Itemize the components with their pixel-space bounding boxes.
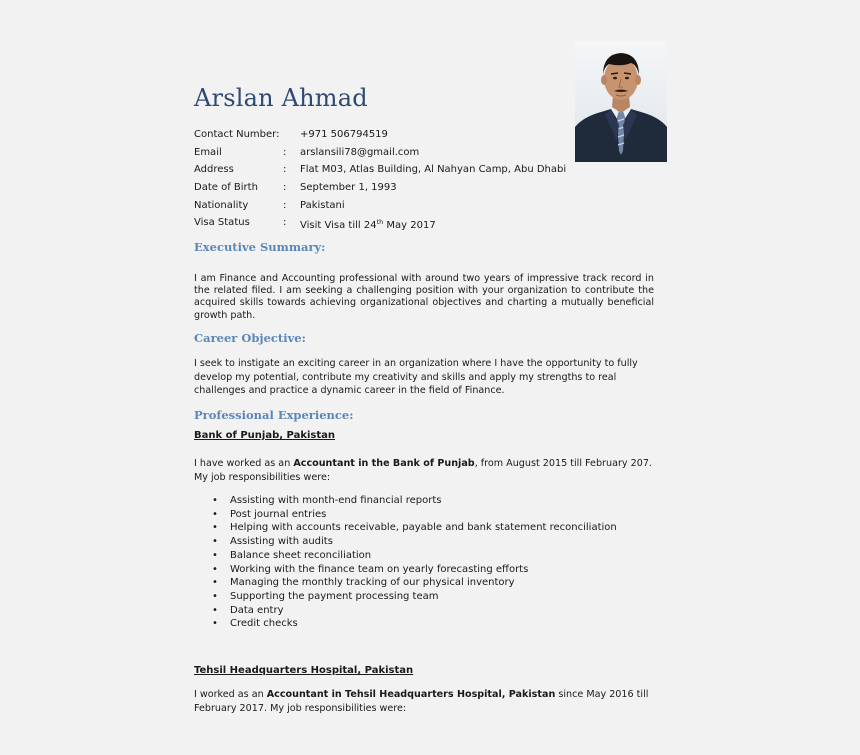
phone-value: +971 506794519 — [300, 129, 388, 140]
visa-value — [300, 214, 436, 235]
address-label: Address — [194, 164, 234, 176]
list-item: • Balance sheet reconciliation — [209, 549, 617, 563]
email-label: Email — [194, 146, 222, 158]
profile-photo-image — [575, 41, 667, 162]
professional-experience-heading: Professional Experience: — [194, 408, 354, 422]
executive-summary-heading: Executive Summary: — [194, 240, 326, 254]
dob-label: Date of Birth — [194, 182, 258, 194]
visa-value-prefix: Visit Visa till 24 — [300, 220, 377, 232]
nationality-label: Nationality — [194, 199, 249, 211]
profile-photo — [575, 41, 667, 162]
job-2-title: Accountant in Tehsil Headquarters Hospital, Pakistan — [266, 689, 556, 700]
nationality-value: Pakistani — [300, 199, 345, 211]
list-item: • Supporting the payment processing team — [209, 590, 617, 604]
visa-value-sup: th — [376, 218, 384, 227]
list-item: • Managing the monthly tracking of our physical inventory — [209, 576, 617, 590]
list-item: • Assisting with audits — [209, 535, 617, 549]
career-objective-text: I seek to instigate an exciting career in an organization where I have the opportunity to fully develop my potential, contribute my creativity and skills and apply my strengths to real challenges and practice a dynamic career in the field of Finance. — [194, 358, 638, 397]
list-item: • Credit checks — [209, 617, 617, 631]
employer-1: Bank of Punjab, Pakistan — [194, 430, 335, 441]
visa-value-suffix: May 2017 — [383, 220, 436, 232]
job-2-intro-part: since May 2016 till February 2017. My job responsibilities were: — [194, 689, 649, 714]
list-item: • Assisting with month-end financial reports — [209, 494, 617, 508]
separator: : — [283, 182, 287, 194]
job-2-intro-part: I worked as an — [194, 689, 267, 700]
job-1-duties — [209, 494, 617, 631]
contact-label: Contact Number: — [194, 129, 280, 140]
address-value: Flat M03, Atlas Building, Al Nahyan Camp, Abu Dhabi — [300, 164, 567, 176]
job-2-intro — [194, 688, 654, 715]
career-objective-heading: Career Objective: — [194, 331, 306, 345]
list-item: • Post journal entries — [209, 508, 617, 522]
email-value: arslansili78@gmail.com — [300, 146, 420, 158]
separator: : — [283, 199, 287, 211]
list-item: • Data entry — [209, 604, 617, 618]
separator: : — [283, 164, 287, 176]
list-item: • Working with the finance team on yearly forecasting efforts — [209, 563, 617, 577]
job-1-intro — [194, 457, 654, 484]
list-item: • Helping with accounts receivable, payable and bank statement reconciliation — [209, 521, 617, 535]
job-1-intro-part: I have worked as an — [194, 458, 294, 469]
job-1-intro-part: , from August 2015 till February 207. My job responsibilities were: — [194, 458, 652, 483]
separator: : — [283, 217, 287, 229]
executive-summary-text: I am Finance and Accounting professional with around two years of impressive track record in the related filed. I am seeking a challenging position with your organization to contribute the acquired skills towards achieving organizational objectives and charting a mutually beneficial growth path. — [194, 273, 654, 321]
employer-2: Tehsil Headquarters Hospital, Pakistan — [194, 665, 414, 676]
separator: : — [283, 146, 287, 158]
job-1-title: Accountant in the Bank of Punjab — [293, 458, 475, 469]
candidate-name: Arslan Ahmad — [194, 84, 368, 112]
dob-value: September 1, 1993 — [300, 182, 397, 194]
visa-label: Visa Status — [194, 217, 250, 229]
